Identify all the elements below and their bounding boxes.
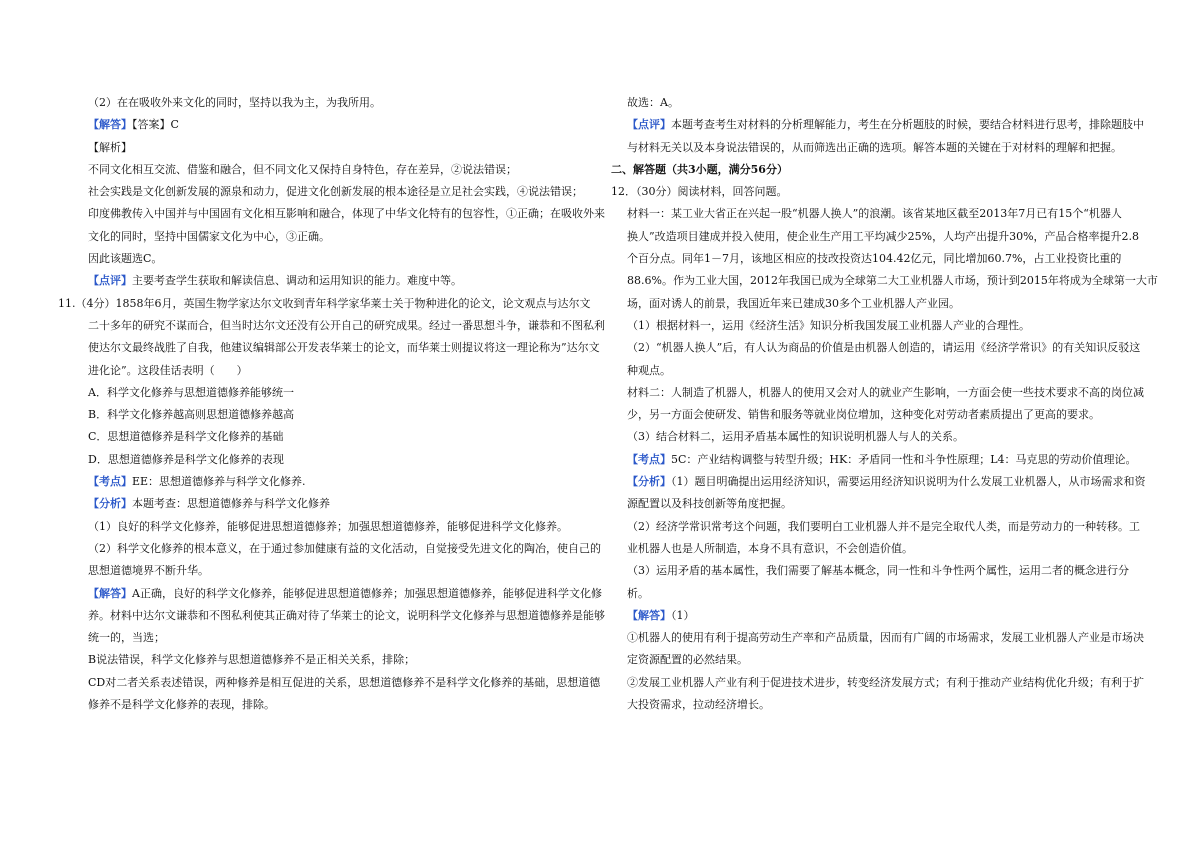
point-line — [611, 449, 1141, 471]
answer-tag: 【解答】 — [88, 586, 132, 600]
analysis-text: 本题考查：思想道德修养与科学文化修养 — [132, 497, 330, 511]
question-12-heading: 12．（30分）阅读材料，回答问题。 — [611, 185, 788, 199]
text-line: 因此该题选C。 — [88, 252, 163, 266]
text-line: B说法错误，科学文化修养与思想道德修养不是正相关关系，排除； — [88, 653, 416, 667]
text-line: 二十多年的研究不谋而合，但当时达尔文还没有公开自己的研究成果。经过一番思想斗争，谦恭和不图私利 — [88, 318, 605, 332]
text-line: （1）良好的科学文化修养，能够促进思想道德修养；加强思想道德修养，能够促进科学文化修养。 — [88, 519, 568, 533]
point-text: 5C：产业结构调整与转型升级；HK：矛盾同一性和斗争性原理；L4：马克思的劳动价值理论。 — [671, 452, 1137, 466]
text-line: 印度佛教传入中国并与中国固有文化相互影响和融合，体现了中华文化特有的包容性，①正确；在吸收外来 — [88, 207, 605, 221]
text-line: 统一的，当选； — [88, 631, 165, 645]
comment-tag: 【点评】 — [88, 274, 132, 288]
text-line: CD对二者关系表述错误，两种修养是相互促进的关系，思想道德修养不是科学文化修养的基础，思想道德 — [88, 675, 601, 689]
text-line: （2）“机器人换人”后，有人认为商品的价值是由机器人创造的，请运用《经济学常识》的有关知识反驳这 — [627, 341, 1141, 355]
text-line: 源配置以及科技创新等角度把握。 — [627, 497, 792, 511]
text-line: 修养不是科学文化修养的表现，排除。 — [88, 698, 275, 712]
question-11-line-1 — [58, 293, 604, 315]
text-line: 少，另一方面会使研发、销售和服务等就业岗位增加，这种变化对劳动者素质提出了更高的要求。 — [627, 408, 1100, 422]
analysis-line — [72, 493, 604, 515]
text-line: 不同文化相互交流、借鉴和融合，但不同文化又保持自身特色，存在差异，②说法错误； — [88, 162, 517, 176]
option-d: D．思想道德修养是科学文化修养的表现 — [88, 452, 284, 466]
answer-line — [611, 605, 1141, 627]
point-tag: 【考点】 — [627, 452, 671, 466]
answer-text: 【答案】C — [132, 118, 179, 132]
comment-line — [72, 270, 604, 292]
answer-text: （1） — [671, 608, 695, 622]
point-line — [72, 471, 604, 493]
text-line: 析。 — [627, 586, 649, 600]
text-line: 思想道德境界不断升华。 — [88, 564, 209, 578]
left-column — [58, 92, 605, 716]
answer-tag: 【解答】 — [627, 608, 671, 622]
text-line: 业机器人也是人所制造，本身不具有意识，不会创造价值。 — [627, 541, 913, 555]
comment-tag: 【点评】 — [627, 118, 671, 132]
text-line: 种观点。 — [627, 363, 671, 377]
answer-line — [72, 583, 604, 605]
text-line: 使达尔文最终战胜了自我，他建议编辑部公开发表华莱士的论文，而华莱士则提议将这一理论称为”达尔文 — [88, 341, 600, 355]
analysis-text: （1）题目明确提出运用经济知识，需要运用经济知识说明为什么发展工业机器人，从市场需求和资 — [671, 475, 1146, 489]
option-a: A．科学文化修养与思想道德修养能够统一 — [88, 385, 294, 399]
comment-line — [611, 114, 1144, 136]
text-line: 进化论”。这段佳话表明（ ） — [88, 363, 248, 377]
question-text: （4分）1858年6月，英国生物学家达尔文收到青年科学家华莱士关于物种进化的论文，论文观点与达尔文 — [75, 296, 591, 310]
text-line: ②发展工业机器人产业有利于促进技术进步，转变经济发展方式；有利于推动产业结构优化升级；有利于扩 — [627, 675, 1144, 689]
analysis-line — [611, 471, 1146, 493]
text-line: ①机器人的使用有利于提高劳动生产率和产品质量，因而有广阔的市场需求，发展工业机器人产业是市场决 — [627, 631, 1144, 645]
text-line: 大投资需求，拉动经济增长。 — [627, 698, 770, 712]
text-line: 养。材料中达尔文谦恭和不图私利使其正确对待了华莱士的论文，说明科学文化修养与思想道德修养是能够 — [88, 608, 605, 622]
comment-text: 本题考查考生对材料的分析理解能力，考生在分析题肢的时候，要结合材料进行思考，排除题肢中 — [671, 118, 1144, 132]
text-line: （2）在在吸收外来文化的同时，坚持以我为主，为我所用。 — [88, 96, 381, 109]
answer-tag: 【解答】 — [88, 118, 132, 132]
text-line: 文化的同时，坚持中国儒家文化为中心，③正确。 — [88, 229, 330, 243]
text-line: 场，面对诱人的前景，我国近年来已建成30多个工业机器人产业园。 — [627, 296, 960, 310]
analysis-label: 【解析】 — [88, 140, 132, 154]
option-c: C．思想道德修养是科学文化修养的基础 — [88, 430, 284, 444]
right-column — [611, 92, 1158, 716]
point-text: EE：思想道德修养与科学文化修养. — [132, 475, 306, 489]
section-title: 二、解答题（共3小题，满分56分） — [611, 162, 788, 176]
text-line: 88.6%。作为工业大国，2012年我国已成为全球第二大工业机器人市场，预计到2015年将成为全球第一大市 — [627, 274, 1158, 288]
text-line: 与材料无关以及本身说法错误的，从而筛选出正确的选项。解答本题的关键在于对材料的理解和把握。 — [627, 140, 1122, 154]
text-line: 故选：A。 — [627, 96, 679, 109]
text-line: 材料二：人制造了机器人，机器人的使用又会对人的就业产生影响，一方面会使一些技术要求不高的岗位减 — [627, 385, 1144, 399]
text-line: 材料一：某工业大省正在兴起一股“机器人换人”的浪潮。该省某地区截至2013年7月已有15个“机器人 — [627, 207, 1122, 221]
text-line: 社会实践是文化创新发展的源泉和动力，促进文化创新发展的根本途径是立足社会实践，④说法错误； — [88, 185, 583, 199]
option-b: B．科学文化修养越高则思想道德修养越高 — [88, 408, 295, 422]
question-number: 11. — [58, 296, 76, 310]
text-line: （3）结合材料二，运用矛盾基本属性的知识说明机器人与人的关系。 — [627, 430, 964, 444]
text-line: 换人”改造项目建成并投入使用，使企业生产用工平均减少25%，人均产出提升30%，产品合格率提升2.8 — [627, 229, 1140, 243]
text-line: 个百分点。同年1－7月，该地区相应的技改投资达104.42亿元，同比增加60.7%，占工业投资比重的 — [627, 252, 1122, 266]
point-tag: 【考点】 — [88, 475, 132, 489]
text-line: （3）运用矛盾的基本属性，我们需要了解基本概念，同一性和斗争性两个属性，运用二者的概念进行分 — [627, 564, 1129, 578]
analysis-tag: 【分析】 — [627, 475, 671, 489]
text-line: （2）科学文化修养的根本意义，在于通过参加健康有益的文化活动，自觉接受先进文化的陶冶，使自己的 — [88, 541, 601, 555]
text-line: 定资源配置的必然结果。 — [627, 653, 748, 667]
comment-text: 主要考查学生获取和解读信息、调动和运用知识的能力。难度中等。 — [132, 274, 462, 288]
text-line: （2）经济学常识常考这个问题，我们要明白工业机器人并不是完全取代人类，而是劳动力的一种转移。工 — [627, 519, 1140, 533]
text-line: （1）根据材料一，运用《经济生活》知识分析我国发展工业机器人产业的合理性。 — [627, 318, 1030, 332]
analysis-tag: 【分析】 — [88, 497, 132, 511]
answer-line — [72, 114, 604, 136]
answer-text: A正确，良好的科学文化修养，能够促进思想道德修养；加强思想道德修养，能够促进科学文化修 — [132, 586, 602, 600]
